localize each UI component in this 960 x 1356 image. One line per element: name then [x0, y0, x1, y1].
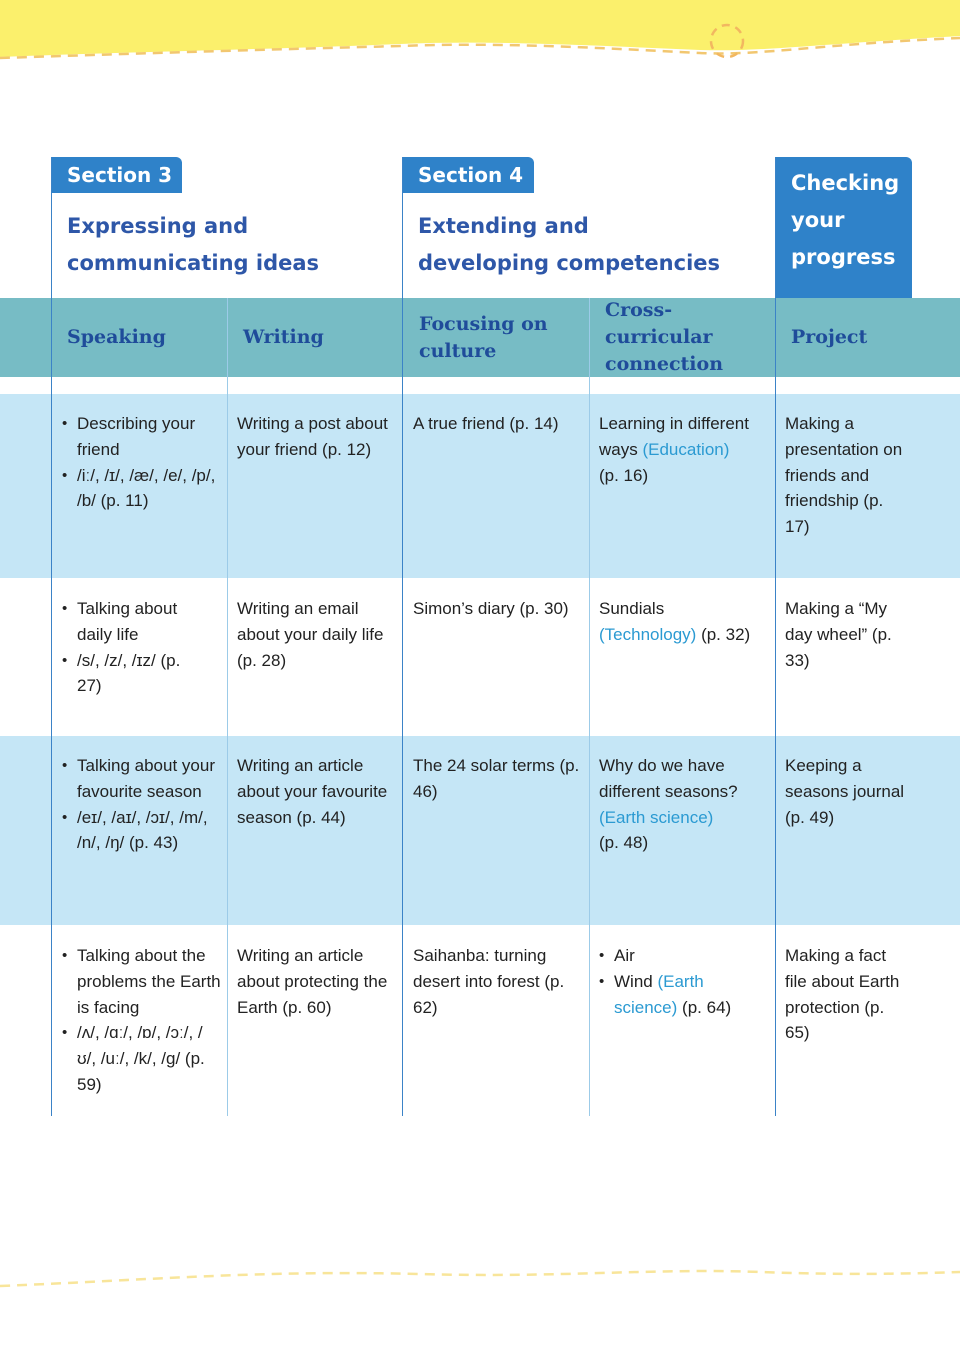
column-header-cross-curricular: Cross-curricular connection — [605, 299, 724, 375]
table-cell-cross-curricular: • Air • Wind (Earth science) (p. 64) — [589, 943, 775, 1020]
table-cell-culture: The 24 solar terms (p. 46) — [413, 756, 580, 801]
table-cell-cross-curricular: Learning in different ways (Education) (p. 16) — [599, 414, 749, 485]
table-cell-speaking: • Talking about daily life • /s/, /z/, /ɪz/ (p. 27) — [52, 596, 214, 699]
table-cell-cross-curricular: Sundials (Technology) (p. 32) — [599, 599, 751, 644]
table-cell-speaking: • Talking about your favourite season • /eɪ/, /aɪ/, /ɔɪ/, /m/, /n/, /ŋ/ (p. 43) — [52, 753, 227, 856]
table-cell-writing: Writing an article about protecting the Earth (p. 60) — [237, 946, 388, 1017]
table-cell-project: Keeping a seasons journal (p. 49) — [785, 756, 905, 827]
top-decoration — [0, 0, 960, 70]
table-cell-writing: Writing an article about your favourite season (p. 44) — [237, 756, 388, 827]
section3-tab: Section 3 — [51, 157, 182, 193]
table-cell-project: Making a fact file about Earth protection (p. 65) — [785, 946, 900, 1043]
table-cell-speaking: • Describing your friend • /iː/, /ɪ/, /æ/, /e/, /p/, /b/ (p. 11) — [52, 411, 227, 514]
table-cell-speaking: • Talking about the problems the Earth is facing • /ʌ/, /ɑː/, /ɒ/, /ɔː/, /ʊ/, /uː/, /k/, /g/ (p. 59) — [52, 943, 227, 1098]
table-cell-writing: Writing an email about your daily life (p. 28) — [237, 599, 384, 670]
table-cell-cross-curricular: Why do we have different seasons? (Earth science) (p. 48) — [599, 756, 738, 853]
table-cell-culture: Saihanba: turning desert into forest (p. 62) — [413, 946, 565, 1017]
table-cell-project: Making a “My day wheel” (p. 33) — [785, 599, 892, 670]
table-cell-culture: Simon’s diary (p. 30) — [413, 599, 569, 618]
table-cell-culture: A true friend (p. 14) — [413, 414, 559, 433]
checking-progress-title: Checking your progress — [791, 171, 900, 269]
column-header-project: Project — [791, 326, 868, 348]
section4-tab: Section 4 — [402, 157, 534, 193]
table-cell-writing: Writing a post about your friend (p. 12) — [237, 414, 388, 459]
table-cell-project: Making a presentation on friends and friendship (p. 17) — [785, 414, 903, 537]
column-header-culture: Focusing on culture — [419, 312, 548, 362]
bottom-decoration — [0, 1250, 960, 1310]
section4-title: Extending and developing competencies — [418, 214, 721, 275]
column-header-writing: Writing — [243, 326, 324, 348]
section3-title: Expressing and communicating ideas — [67, 214, 320, 275]
column-header-speaking: Speaking — [67, 326, 166, 348]
checking-progress-box — [775, 157, 912, 298]
